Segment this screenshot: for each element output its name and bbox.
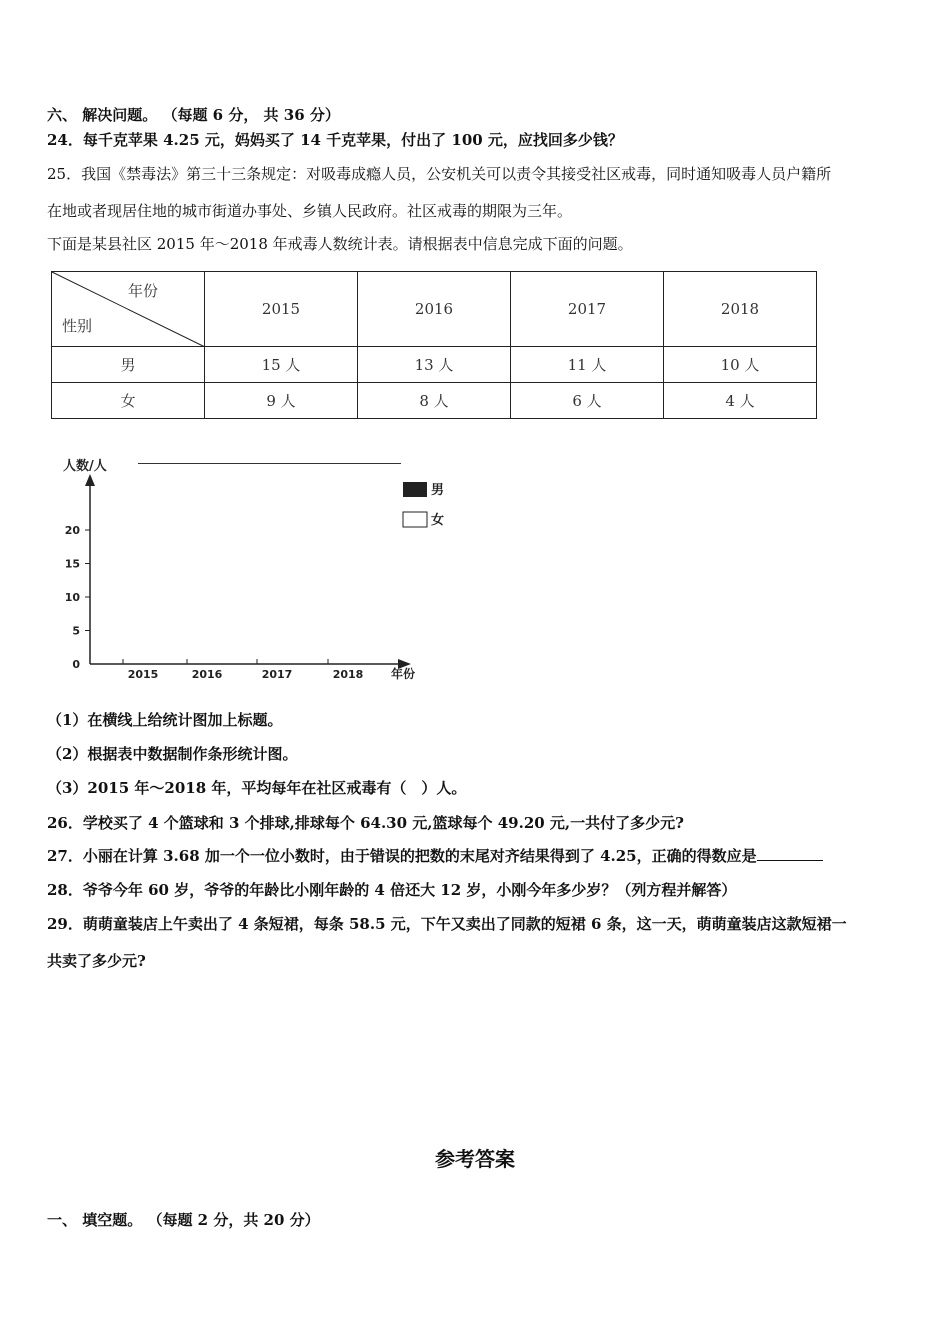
statistics-table bbox=[51, 271, 817, 419]
answer-section-title: 参考答案 bbox=[435, 1147, 515, 1171]
row-label: 男 bbox=[52, 347, 205, 383]
question-28: 28．爷爷今年 60 岁，爷爷的年龄比小刚年龄的 4 倍还大 12 岁，小刚今年多少岁？（列方程并解答） bbox=[47, 881, 737, 899]
section-one-heading: 一、 填空题。 （每题 2 分，共 20 分） bbox=[47, 1211, 320, 1229]
y-tick-label: 15 bbox=[64, 557, 80, 571]
sub-question-1: （1）在横线上给统计图加上标题。 bbox=[47, 711, 283, 729]
y-axis-label: 人数/人 bbox=[63, 459, 107, 474]
corner-gender-label: 性别 bbox=[62, 317, 93, 335]
question-25-line-1: 25．我国《禁毒法》第三十三条规定：对吸毒成瘾人员，公安机关可以责令其接受社区戒毒，同时通知吸毒人员户籍所 bbox=[47, 165, 832, 183]
section-six-heading: 六、 解决问题。 （每题 6 分， 共 36 分） bbox=[47, 106, 340, 124]
question-29-line-2: 共卖了多少元? bbox=[47, 952, 146, 970]
answer-blank bbox=[757, 846, 823, 861]
legend-swatch-male bbox=[403, 482, 427, 497]
question-25-line-3: 下面是某县社区 2015 年～2018 年戒毒人数统计表。请根据表中信息完成下面的问题。 bbox=[47, 235, 633, 253]
question-25-line-2: 在地或者现居住地的城市街道办事处、乡镇人民政府。社区戒毒的期限为三年。 bbox=[47, 202, 573, 220]
year-header: 2015 bbox=[205, 272, 358, 347]
y-axis-arrow-icon bbox=[85, 474, 95, 486]
row-label: 女 bbox=[52, 383, 205, 419]
sub-question-3: （3）2015 年～2018 年，平均每年在社区戒毒有（ ）人。 bbox=[47, 779, 467, 797]
x-tick-label: 2016 bbox=[191, 668, 223, 681]
x-tick-label: 2015 bbox=[127, 668, 159, 681]
year-header: 2018 bbox=[664, 272, 817, 347]
table-corner-cell bbox=[52, 272, 205, 347]
bar-chart bbox=[55, 452, 445, 687]
table-cell: 11 人 bbox=[511, 347, 664, 383]
year-header: 2016 bbox=[358, 272, 511, 347]
table-cell: 4 人 bbox=[664, 383, 817, 419]
question-26: 26．学校买了 4 个篮球和 3 个排球,排球每个 64.30 元,篮球每个 49.20 元,一共付了多少元? bbox=[47, 814, 684, 832]
year-header: 2017 bbox=[511, 272, 664, 347]
y-tick-label: 20 bbox=[64, 524, 80, 537]
table-cell: 8 人 bbox=[358, 383, 511, 419]
table-cell: 9 人 bbox=[205, 383, 358, 419]
x-axis-label: 年份 bbox=[391, 667, 416, 681]
question-29-line-1: 29．萌萌童装店上午卖出了 4 条短裙，每条 58.5 元，下午又卖出了同款的短裙 6 条，这一天，萌萌童装店这款短裙一 bbox=[47, 915, 847, 933]
table-cell: 15 人 bbox=[205, 347, 358, 383]
table-row bbox=[52, 383, 817, 419]
table-row bbox=[52, 347, 817, 383]
x-tick-label: 2017 bbox=[261, 668, 293, 681]
y-tick-label: 10 bbox=[64, 591, 80, 604]
x-tick-label: 2018 bbox=[332, 668, 364, 681]
sub-question-2: （2）根据表中数据制作条形统计图。 bbox=[47, 745, 298, 763]
table-cell: 6 人 bbox=[511, 383, 664, 419]
y-tick-label: 0 bbox=[72, 658, 80, 671]
question-24: 24．每千克苹果 4.25 元，妈妈买了 14 千克苹果，付出了 100 元，应找回多少钱？ bbox=[47, 131, 623, 149]
table-cell: 13 人 bbox=[358, 347, 511, 383]
question-27 bbox=[47, 845, 823, 866]
legend-label-female: 女 bbox=[431, 513, 445, 528]
table-cell: 10 人 bbox=[664, 347, 817, 383]
y-tick-label: 5 bbox=[72, 624, 80, 638]
legend-label-male: 男 bbox=[431, 483, 445, 498]
legend-swatch-female bbox=[403, 512, 427, 527]
table-header-row bbox=[52, 272, 817, 347]
corner-year-label: 年份 bbox=[127, 282, 158, 300]
question-27-text: 27．小丽在计算 3.68 加一个一位小数时，由于错误的把数的末尾对齐结果得到了 4.25，正确的得数应是 bbox=[47, 847, 757, 865]
